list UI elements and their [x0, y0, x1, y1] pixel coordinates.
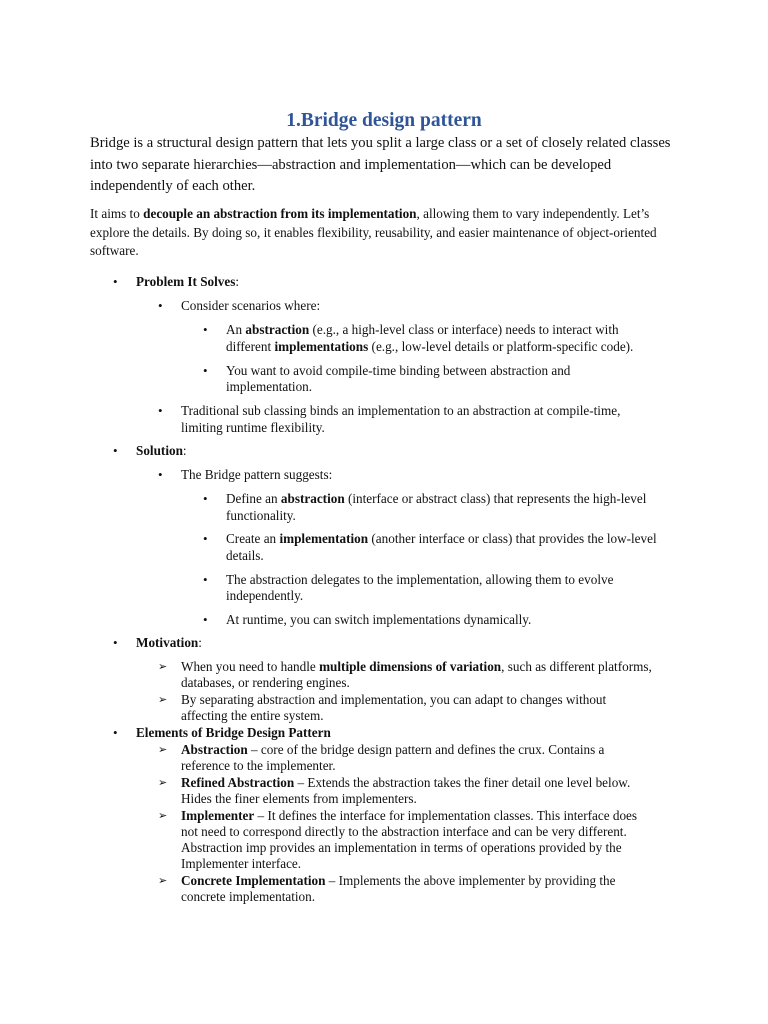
bullet-icon: •	[203, 322, 208, 337]
elements-heading: Elements of Bridge Design Pattern	[136, 725, 331, 740]
bullet-icon: •	[203, 531, 208, 546]
bullet-icon: •	[203, 491, 208, 506]
bullet-icon: •	[113, 274, 118, 289]
solution-heading: Solution:	[136, 443, 187, 458]
traditional-line-2: limiting runtime flexibility.	[181, 420, 325, 435]
solution-suggests: The Bridge pattern suggests:	[181, 467, 333, 482]
bullet-icon: •	[113, 443, 118, 458]
solution-item-2-line-2: details.	[226, 548, 264, 563]
problem-heading: Problem It Solves:	[136, 274, 240, 289]
motivation-heading: Motivation:	[136, 635, 202, 650]
bullet-icon: •	[158, 298, 163, 313]
problem-item-2-line-2: implementation.	[226, 379, 313, 394]
bullet-icon: •	[203, 612, 208, 627]
arrow-bullet-icon: ➢	[158, 809, 168, 822]
aims-text-bold: decouple an abstraction from its implementation	[143, 206, 417, 221]
solution-item-4: At runtime, you can switch implementations dynamically.	[226, 612, 532, 627]
motivation-item-2-line-2: affecting the entire system.	[181, 708, 324, 723]
solution-item-2-line-1: Create an implementation (another interface or class) that provides the low-level	[226, 531, 657, 546]
intro-paragraph: Bridge is a structural design pattern that lets you split a large class or a set of closely related classes into two separate hierarchies—abstraction and implementation—which can be developed independently of each other.	[90, 135, 671, 194]
element-refined-line-2: Hides the finer elements from implementers.	[181, 791, 417, 806]
element-concrete-line-2: concrete implementation.	[181, 889, 316, 904]
solution-item-1-line-2: functionality.	[226, 508, 296, 523]
arrow-bullet-icon: ➢	[158, 776, 168, 789]
arrow-bullet-icon: ➢	[158, 874, 168, 887]
aims-text-pre: It aims to	[90, 206, 144, 221]
motivation-item-2-line-1: By separating abstraction and implementation, you can adapt to changes without	[181, 692, 607, 707]
element-abstraction-line-1: Abstraction – core of the bridge design pattern and defines the crux. Contains a	[181, 742, 605, 757]
arrow-bullet-icon: ➢	[158, 693, 168, 706]
bullet-icon: •	[203, 572, 208, 587]
aims-text-post: , allowing them to vary independently. Let’s explore the details. By doing so, it enables flexibility, reusability, and easier maintenance of object-oriented software.	[90, 206, 657, 258]
element-implementer-line-4: Implementer interface.	[181, 856, 302, 871]
solution-item-1-line-1: Define an abstraction (interface or abstract class) that represents the high-level	[226, 491, 647, 506]
problem-item-1-line-2: different implementations (e.g., low-level details or platform-specific code).	[226, 339, 634, 354]
element-abstraction-line-2: reference to the implementer.	[181, 758, 336, 773]
solution-item-3-line-2: independently.	[226, 588, 304, 603]
bullet-icon: •	[113, 635, 118, 650]
problem-scenarios: Consider scenarios where:	[181, 298, 321, 313]
problem-item-1-line-1: An abstraction (e.g., a high-level class or interface) needs to interact with	[226, 322, 619, 337]
problem-item-2-line-1: You want to avoid compile-time binding between abstraction and	[226, 363, 571, 378]
page-title: 1.Bridge design pattern	[286, 110, 482, 131]
traditional-line-1: Traditional sub classing binds an implementation to an abstraction at compile-time,	[181, 403, 621, 418]
aims-paragraph	[90, 205, 690, 261]
bullet-icon: •	[203, 363, 208, 378]
arrow-bullet-icon: ➢	[158, 743, 168, 756]
arrow-bullet-icon: ➢	[158, 660, 168, 673]
element-concrete-line-1: Concrete Implementation – Implements the above implementer by providing the	[181, 873, 616, 888]
element-implementer-line-1: Implementer – It defines the interface for implementation classes. This interface does	[181, 808, 638, 823]
element-refined-line-1: Refined Abstraction – Extends the abstraction takes the finer detail one level below.	[181, 775, 631, 790]
motivation-item-1-line-1: When you need to handle multiple dimensions of variation, such as different platforms,	[181, 659, 652, 674]
element-implementer-line-2: not need to correspond directly to the abstraction interface and can be very different.	[181, 824, 627, 839]
bullet-icon: •	[158, 403, 163, 418]
element-implementer-line-3: Abstraction imp provides an implementation in terms of operations provided by the	[181, 840, 622, 855]
bullet-icon: •	[158, 467, 163, 482]
solution-item-3-line-1: The abstraction delegates to the implementation, allowing them to evolve	[226, 572, 614, 587]
motivation-item-1-line-2: databases, or rendering engines.	[181, 675, 350, 690]
bullet-icon: •	[113, 725, 118, 740]
